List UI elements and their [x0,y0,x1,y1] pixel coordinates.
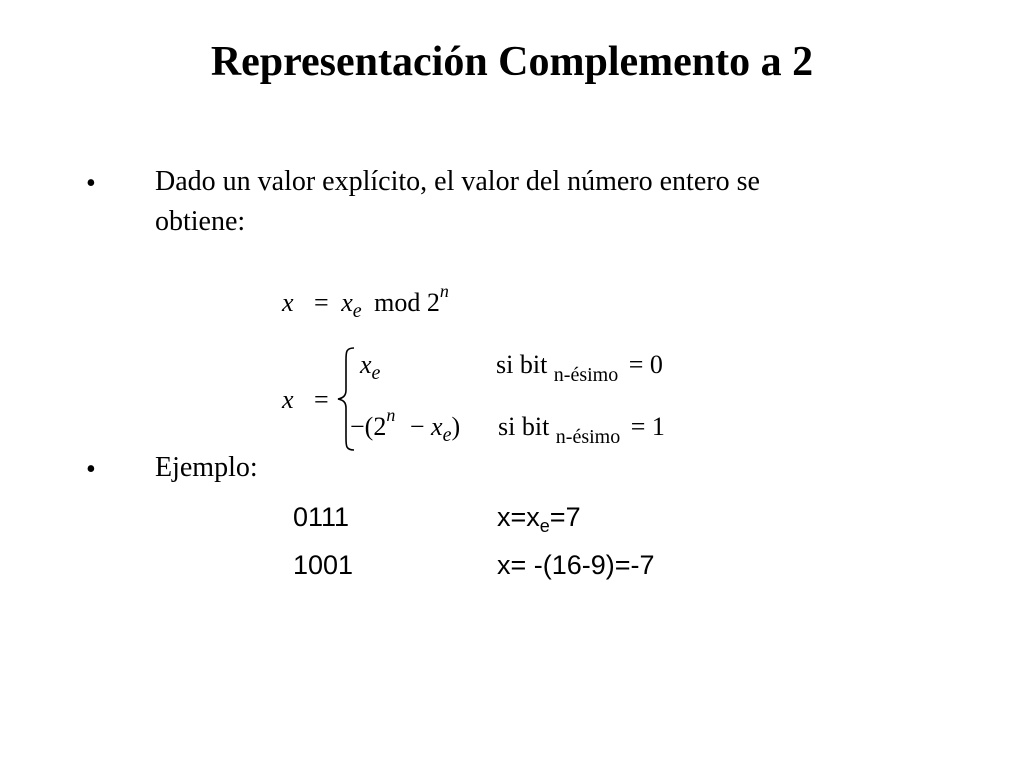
piecewise-eq: = [314,385,329,414]
case-2-cond-val: 1 [651,412,665,441]
bullet-marker: • [86,454,96,485]
example-result [497,502,581,536]
piecewise-lhs [282,385,329,415]
example-result-sub: e [539,516,550,536]
case-1-cond-val: 0 [649,350,663,379]
case-1-expr [360,350,381,384]
example-binary: 1001 [293,550,354,580]
formula-var: x [341,288,353,317]
case-2-var: x [431,412,443,441]
example-result-pre: x= -(16-9)=-7 [497,550,655,580]
case-2-cond-eq: = [630,412,646,441]
example-binary: 0111 [293,502,350,532]
case-1-var-sub: e [371,362,381,384]
formula-exp: n [439,281,449,301]
case-2-open-paren: ( [364,412,374,441]
case-1-var: x [360,350,372,379]
formula-base: 2 [426,288,440,317]
formula-var-sub: e [352,300,362,322]
case-2-expr [350,405,461,446]
case-2-base: 2 [373,412,387,441]
case-2-cond-sub: n-ésimo [555,426,621,448]
formula-lhs: x [282,288,294,317]
case-2-cond-label: si bit [498,412,550,441]
example-result [497,550,655,581]
example-result-post: =7 [549,502,581,532]
formula-op: mod [374,288,421,317]
formula-eq: = [314,288,329,317]
case-1-condition [496,350,663,386]
case-2-var-sub: e [442,424,452,446]
bullet-text-line1: Dado un valor explícito, el valor del número entero se [155,166,760,197]
example-result-pre: x=x [497,502,540,532]
slide-title: Representación Complemento a 2 [210,39,814,85]
case-2-exp: n [386,405,396,425]
bullet-text-ejemplo: Ejemplo: [155,452,258,483]
case-1-cond-label: si bit [496,350,548,379]
case-2-condition [498,412,665,448]
bullet-text-line2: obtiene: [155,206,246,237]
case-2-minus: − [350,412,365,441]
bullet-marker: • [86,168,96,199]
formula-mod [282,281,449,322]
case-1-cond-sub: n-ésimo [553,364,619,386]
case-2-minus2: − [409,412,425,441]
piecewise-x: x [282,385,294,414]
case-2-close-paren: ) [451,412,461,441]
case-1-cond-eq: = [628,350,644,379]
